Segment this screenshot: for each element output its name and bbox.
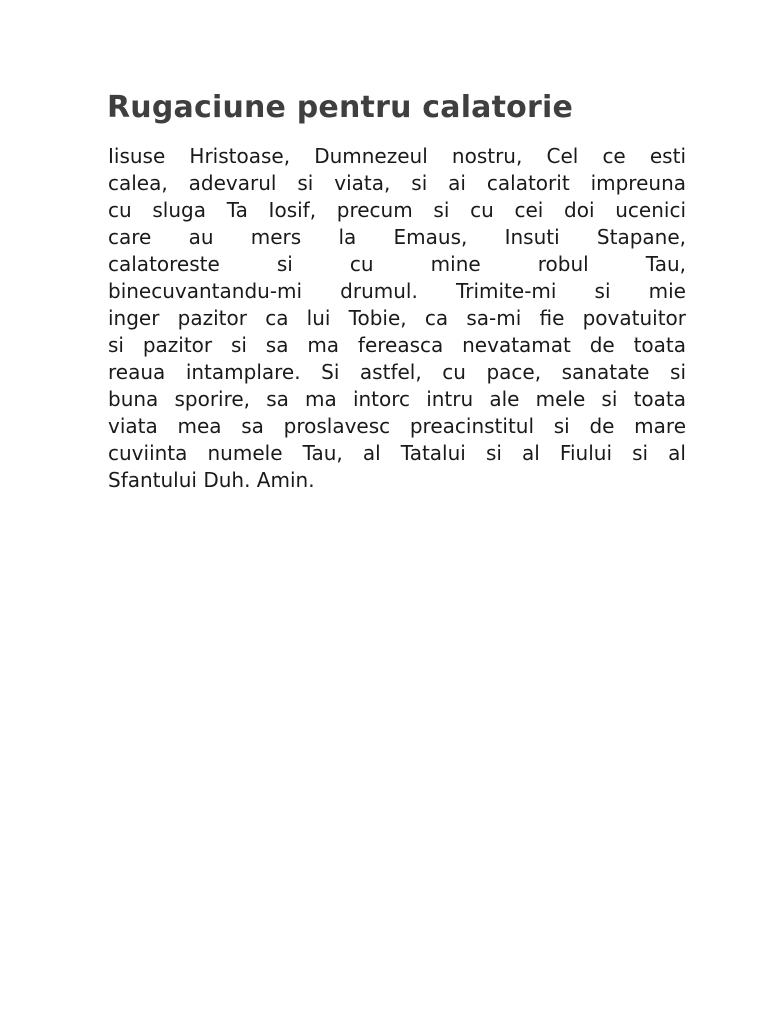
prayer-paragraph [108,143,686,494]
paragraph-line: cu sluga Ta Iosif, precum si cu cei doi ucenici [108,198,686,222]
paragraph-line: Iisuse Hristoase, Dumnezeul nostru, Cel ce esti [108,144,686,168]
paragraph-line: binecuvantandu-mi drumul. Trimite-mi si mie [108,279,686,303]
paragraph-line: cuviinta numele Tau, al Tatalui si al Fiului si al [108,441,686,465]
paragraph-line: calea, adevarul si viata, si ai calatorit impreuna [108,171,686,195]
paragraph-line-last: Sfantului Duh. Amin. [108,468,315,492]
paragraph-line: care au mers la Emaus, Insuti Stapane, [108,225,686,249]
paragraph-line: si pazitor si sa ma fereasca nevatamat de toata [108,333,686,357]
paragraph-line: calatoreste si cu mine robul Tau, [108,252,686,276]
page-title: Rugaciune pentru calatorie [107,90,573,125]
paragraph-line: inger pazitor ca lui Tobie, ca sa-mi fie povatuitor [108,306,686,330]
paragraph-line: buna sporire, sa ma intorc intru ale mele si toata [108,387,686,411]
paragraph-line: viata mea sa proslavesc preacinstitul si de mare [108,414,686,438]
paragraph-line: reaua intamplare. Si astfel, cu pace, sanatate si [108,360,686,384]
